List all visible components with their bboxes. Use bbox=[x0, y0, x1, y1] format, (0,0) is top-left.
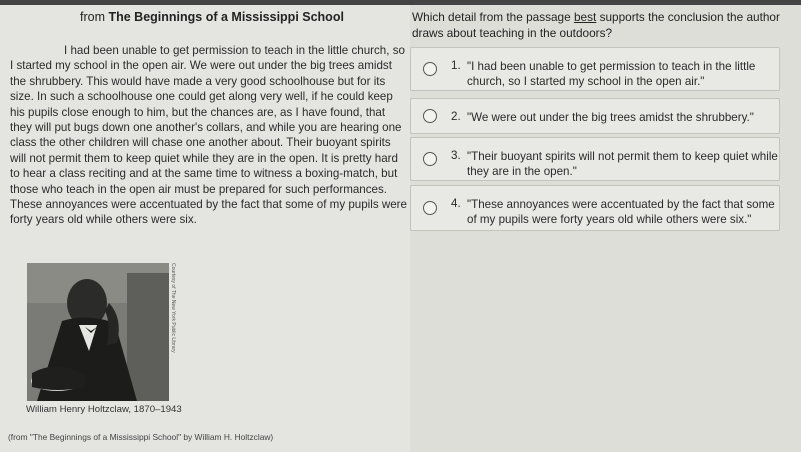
option-number: 3. bbox=[451, 149, 461, 162]
question-part1: Which detail from the passage bbox=[412, 10, 571, 24]
answer-option-4[interactable] bbox=[410, 185, 780, 231]
option-number: 1. bbox=[451, 59, 461, 72]
answer-option-1[interactable] bbox=[410, 47, 780, 91]
option-text: "These annoyances were accentuated by the fact that some of my pupils were forty years old while others were six." bbox=[467, 198, 775, 227]
photo-caption: William Henry Holtzclaw, 1870–1943 bbox=[26, 404, 182, 415]
option-text: "I had been unable to get permission to teach in the little church, so I started my school in the open air." bbox=[467, 60, 756, 89]
author-photo bbox=[27, 263, 169, 401]
source-citation: (from "The Beginnings of a Mississippi School" by William H. Holtzclaw) bbox=[8, 432, 274, 442]
radio-button[interactable] bbox=[423, 201, 437, 215]
photo-credit: Courtesy of The New York Public Library bbox=[170, 263, 176, 353]
title-text: The Beginnings of a Mississippi School bbox=[108, 10, 344, 24]
radio-button[interactable] bbox=[423, 62, 437, 76]
option-number: 4. bbox=[451, 197, 461, 210]
question-emphasis: best bbox=[573, 10, 597, 24]
radio-button[interactable] bbox=[423, 109, 437, 123]
question-part2: supports the conclusion the author draws about teaching in the outdoors? bbox=[412, 10, 780, 40]
option-number: 2. bbox=[451, 110, 461, 123]
option-text: "We were out under the big trees amidst the shrubbery." bbox=[467, 111, 754, 124]
radio-button[interactable] bbox=[423, 152, 437, 166]
title-prefix: from bbox=[80, 10, 105, 24]
question-prompt bbox=[412, 9, 792, 41]
answer-option-2[interactable] bbox=[410, 98, 780, 134]
answer-option-3[interactable] bbox=[410, 137, 780, 181]
option-text: "Their buoyant spirits will not permit them to keep quiet while they are in the open." bbox=[467, 150, 778, 179]
passage-body: I had been unable to get permission to teach in the little church, so I started my school in the open air. We were out under the big trees amidst the shrubbery. This would have made a very good schoolhouse but for its size. In such a schoolhouse one could get along very well, if he could keep his pupils close enough to him, but the chances are, as I have found, that they will put bugs down one another's collars, and while you are hearing one class the other children will chase one another about. Their buoyant spirits will not permit them to keep quiet while they are in the open. It is pretty hard to hear a class reciting and at the same time to witness a boxing-match, but those who teach in the open air must be prepared for such performances. These annoyances were accentuated by the fact that some of my pupils were forty years old while others were six. bbox=[10, 44, 407, 227]
passage-title bbox=[80, 10, 344, 24]
